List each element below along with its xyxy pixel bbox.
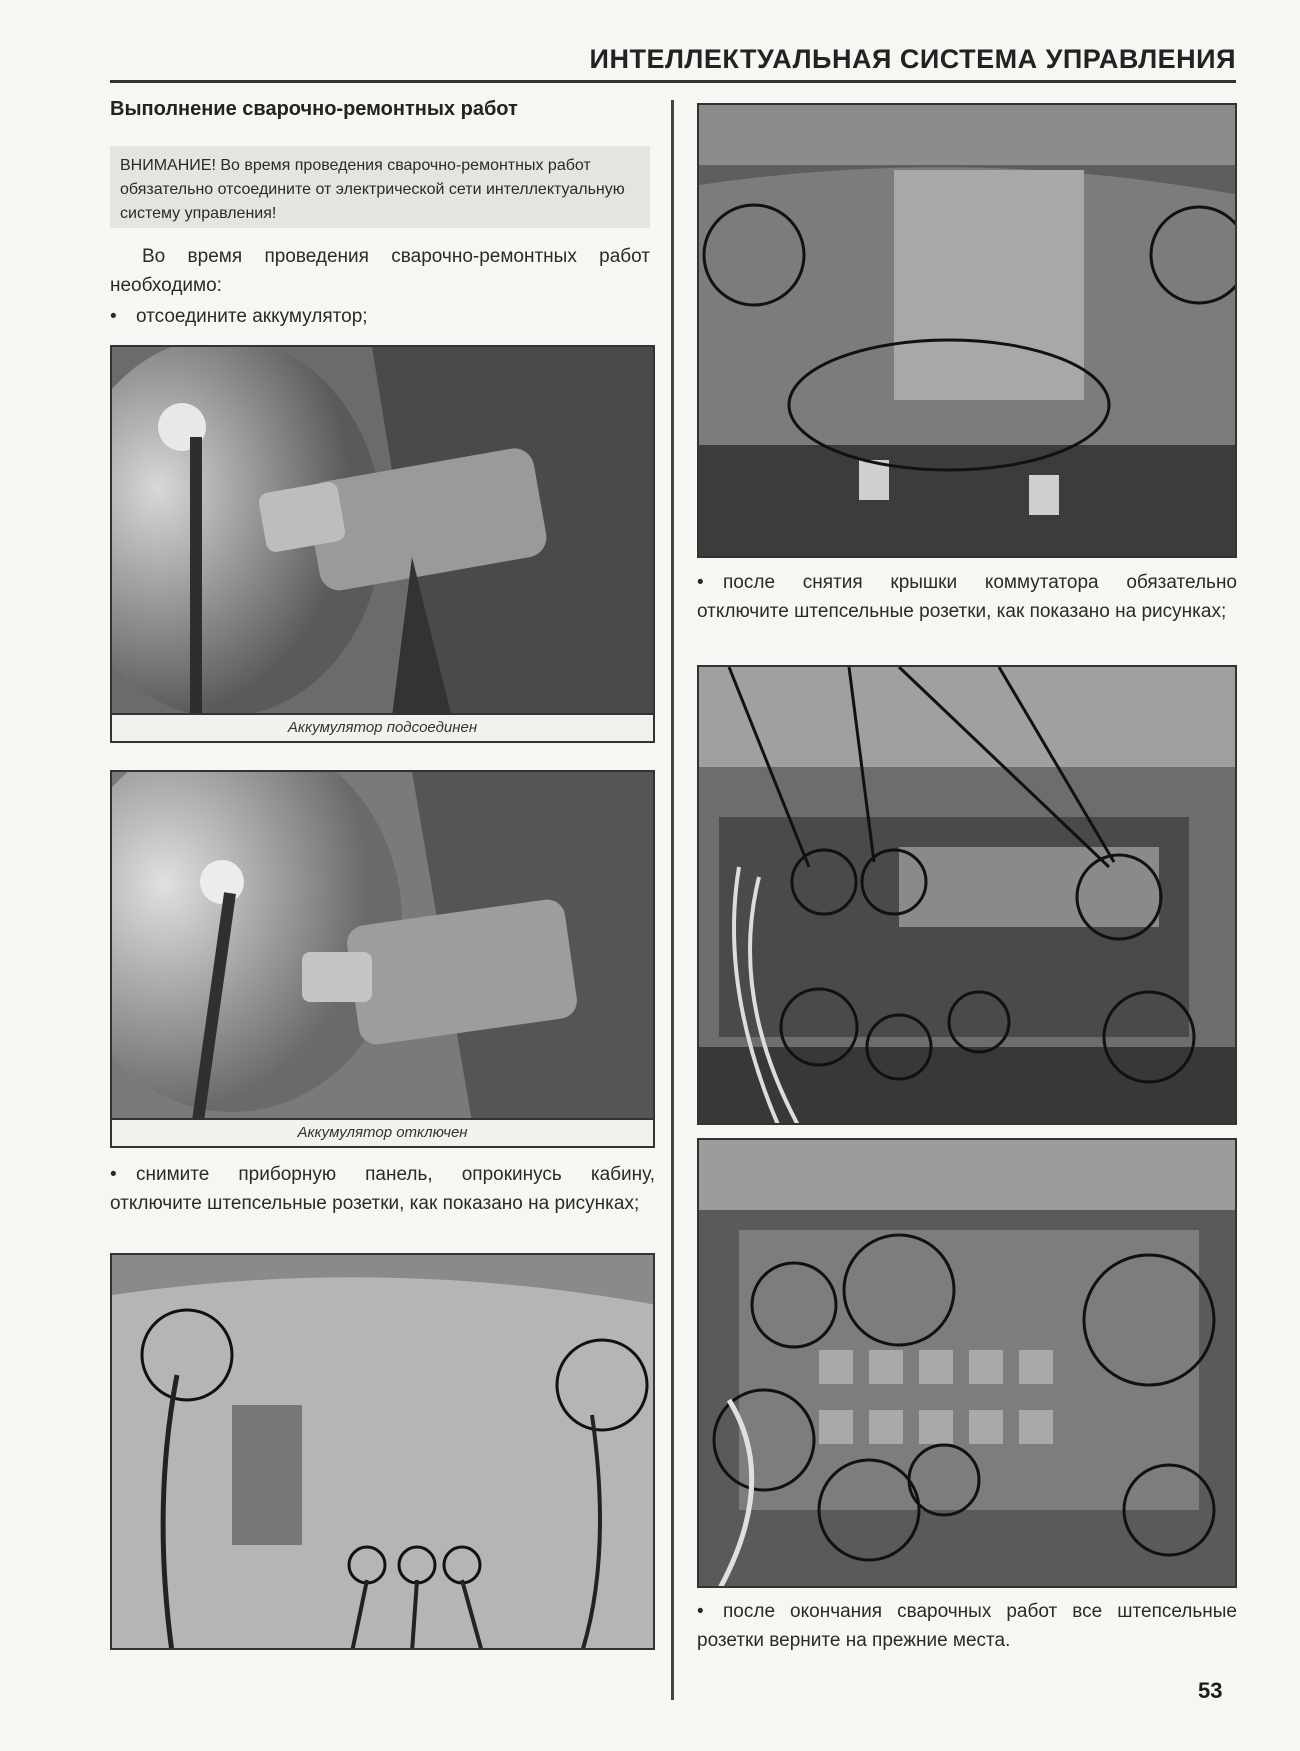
caption-battery-connected: Аккумулятор подсоединен <box>110 715 655 743</box>
section-heading: Выполнение сварочно-ремонтных работ <box>110 98 518 120</box>
column-divider <box>671 100 674 1700</box>
caption-battery-disconnected: Аккумулятор отключен <box>110 1120 655 1148</box>
intro-paragraph: Во время проведения сварочно-ремонтных работ необходимо: <box>110 246 650 296</box>
bullet-text: после окончания сварочных работ все штепсельные розетки верните на прежние места. <box>697 1601 1237 1651</box>
photo-fuse-block-detail <box>697 1138 1237 1588</box>
photo-battery-connected <box>110 345 655 715</box>
photo-battery-disconnected <box>110 770 655 1120</box>
photo-fuse-block-connectors <box>697 665 1237 1125</box>
warning-box: ВНИМАНИЕ! Во время проведения сварочно-ремонтных работ обязательно отсоедините от электрической сети интеллектуальную систему управления! <box>110 146 650 228</box>
page-title: ИНТЕЛЛЕКТУАЛЬНАЯ СИСТЕМА УПРАВЛЕНИЯ <box>589 44 1236 74</box>
header-rule <box>110 80 1236 83</box>
bullet-disconnect-battery: • отсоедините аккумулятор; <box>110 306 368 327</box>
bullet-text: отсоедините аккумулятор; <box>136 306 368 327</box>
bullet-after-welding: • после окончания сварочных работ все штепсельные розетки верните на прежние места. <box>697 1601 1237 1651</box>
bullet-text: после снятия крышки коммутатора обязательно отключите штепсельные розетки, как показано на рисунках; <box>697 572 1237 622</box>
bullet-after-cover-removal: • после снятия крышки коммутатора обязательно отключите штепсельные розетки, как показано на рисунках; <box>697 572 1237 622</box>
bullet-remove-panel: • снимите приборную панель, опрокинусь кабину, отключите штепсельные розетки, как показано на рисунках; <box>110 1164 655 1214</box>
photo-commutator <box>697 103 1237 558</box>
bullet-text: снимите приборную панель, опрокинусь кабину, отключите штепсельные розетки, как показано на рисунках; <box>110 1164 655 1214</box>
page-number: 53 <box>1198 1678 1223 1703</box>
photo-instrument-panel <box>110 1253 655 1650</box>
